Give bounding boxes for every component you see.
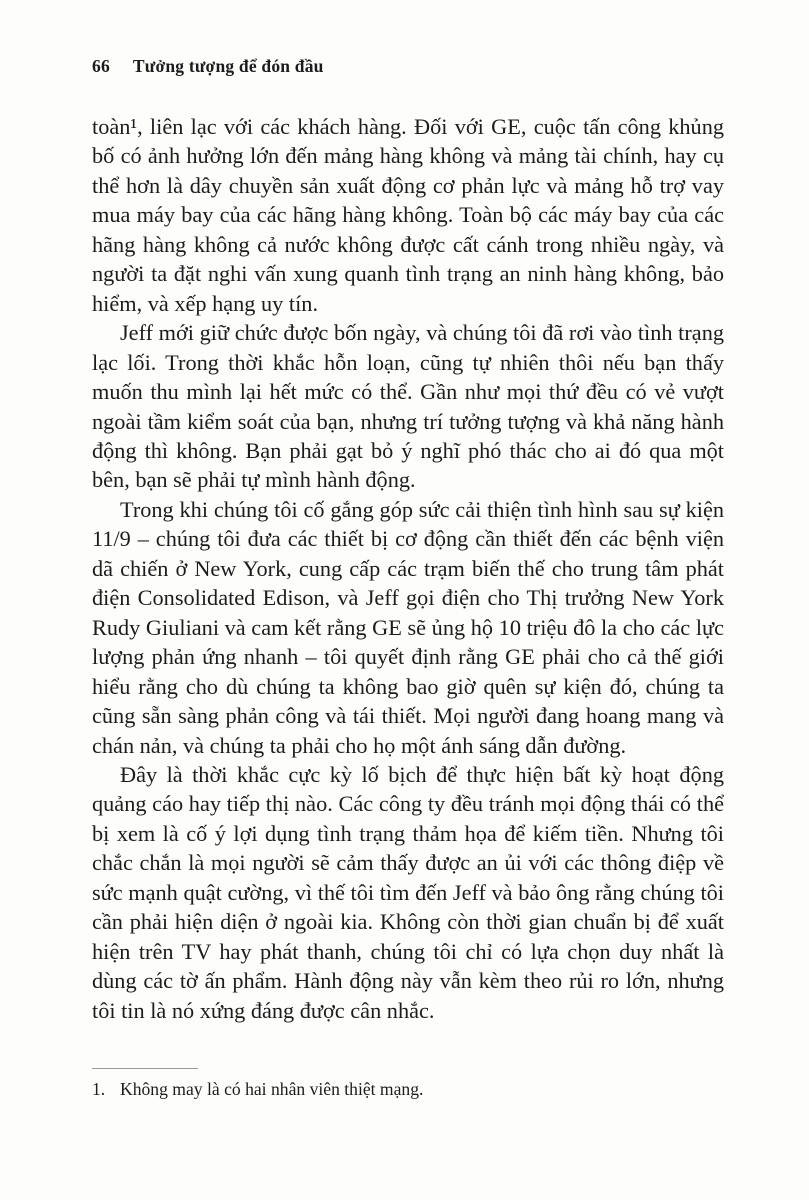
paragraph-2: Jeff mới giữ chức được bốn ngày, và chúng tôi đã rơi vào tình trạng lạc lối. Trong thời khắc hỗn loạn, cũng tự nhiên thôi nếu bạn thấy muốn thu mình lại hết mức có thể. Gần như mọi thứ đều có vẻ vượt ngoài tầm kiểm soát của bạn, nhưng trí tưởng tượng và khả năng hành động thì không. Bạn phải gạt bỏ ý nghĩ phó thác cho ai đó qua một bên, bạn sẽ phải tự mình hành động. (92, 320, 724, 493)
footnote-marker: 1. (92, 1079, 106, 1099)
paragraph-1: toàn¹, liên lạc với các khách hàng. Đối với GE, cuộc tấn công khủng bố có ảnh hưởng lớn đến mảng hàng không và mảng tài chính, hay cụ thể hơn là dây chuyền sản xuất động cơ phản lực và mảng hỗ trợ vay mua máy bay của các hãng hàng không. Toàn bộ các máy bay của các hãng hàng không cả nước không được cất cánh trong nhiều ngày, và người ta đặt nghi vấn xung quanh tình trạng an ninh hàng không, bảo hiểm, và xếp hạng uy tín. (92, 114, 724, 316)
footnote-block (92, 1068, 724, 1100)
paragraph-4: Đây là thời khắc cực kỳ lố bịch để thực hiện bất kỳ hoạt động quảng cáo hay tiếp thị nào. Các công ty đều tránh mọi động thái có thể bị xem là cố ý lợi dụng tình trạng thảm họa để kiếm tiền. Nhưng tôi chắc chắn là mọi người sẽ cảm thấy được an ủi với các thông điệp về sức mạnh quật cường, vì thế tôi tìm đến Jeff và bảo ông rằng chúng tôi cần phải hiện diện ở ngoài kia. Không còn thời gian chuẩn bị để xuất hiện trên TV hay phát thanh, chúng tôi chỉ có lựa chọn duy nhất là dùng các tờ ấn phẩm. Hành động này vẫn kèm theo rủi ro lớn, nhưng tôi tin là nó xứng đáng được cân nhắc. (92, 761, 724, 1023)
footnote (92, 1078, 724, 1100)
footnote-separator-rule (92, 1068, 198, 1069)
page-number: 66 (92, 56, 110, 76)
paragraph-3: Trong khi chúng tôi cố gắng góp sức cải thiện tình hình sau sự kiện 11/9 – chúng tôi đưa các thiết bị cơ động cần thiết đến các bệnh viện dã chiến ở New York, cung cấp các trạm biến thế cho trung tâm phát điện Consolidated Edison, và Jeff gọi điện cho Thị trưởng New York Rudy Giuliani và cam kết rằng GE sẽ ủng hộ 10 triệu đô la cho các lực lượng phản ứng nhanh – tôi quyết định rằng GE phải cho cả thế giới hiểu rằng cho dù chúng ta không bao giờ quên sự kiện đó, chúng ta cũng sẵn sàng phản công và tái thiết. Mọi người đang hoang mang và chán nản, và chúng ta phải cho họ một ánh sáng dẫn đường. (92, 496, 724, 758)
running-title: Tưởng tượng để đón đầu (132, 56, 324, 76)
body-text (92, 112, 724, 1025)
running-header (92, 56, 324, 77)
footnote-text: Không may là có hai nhân viên thiệt mạng. (120, 1079, 424, 1099)
